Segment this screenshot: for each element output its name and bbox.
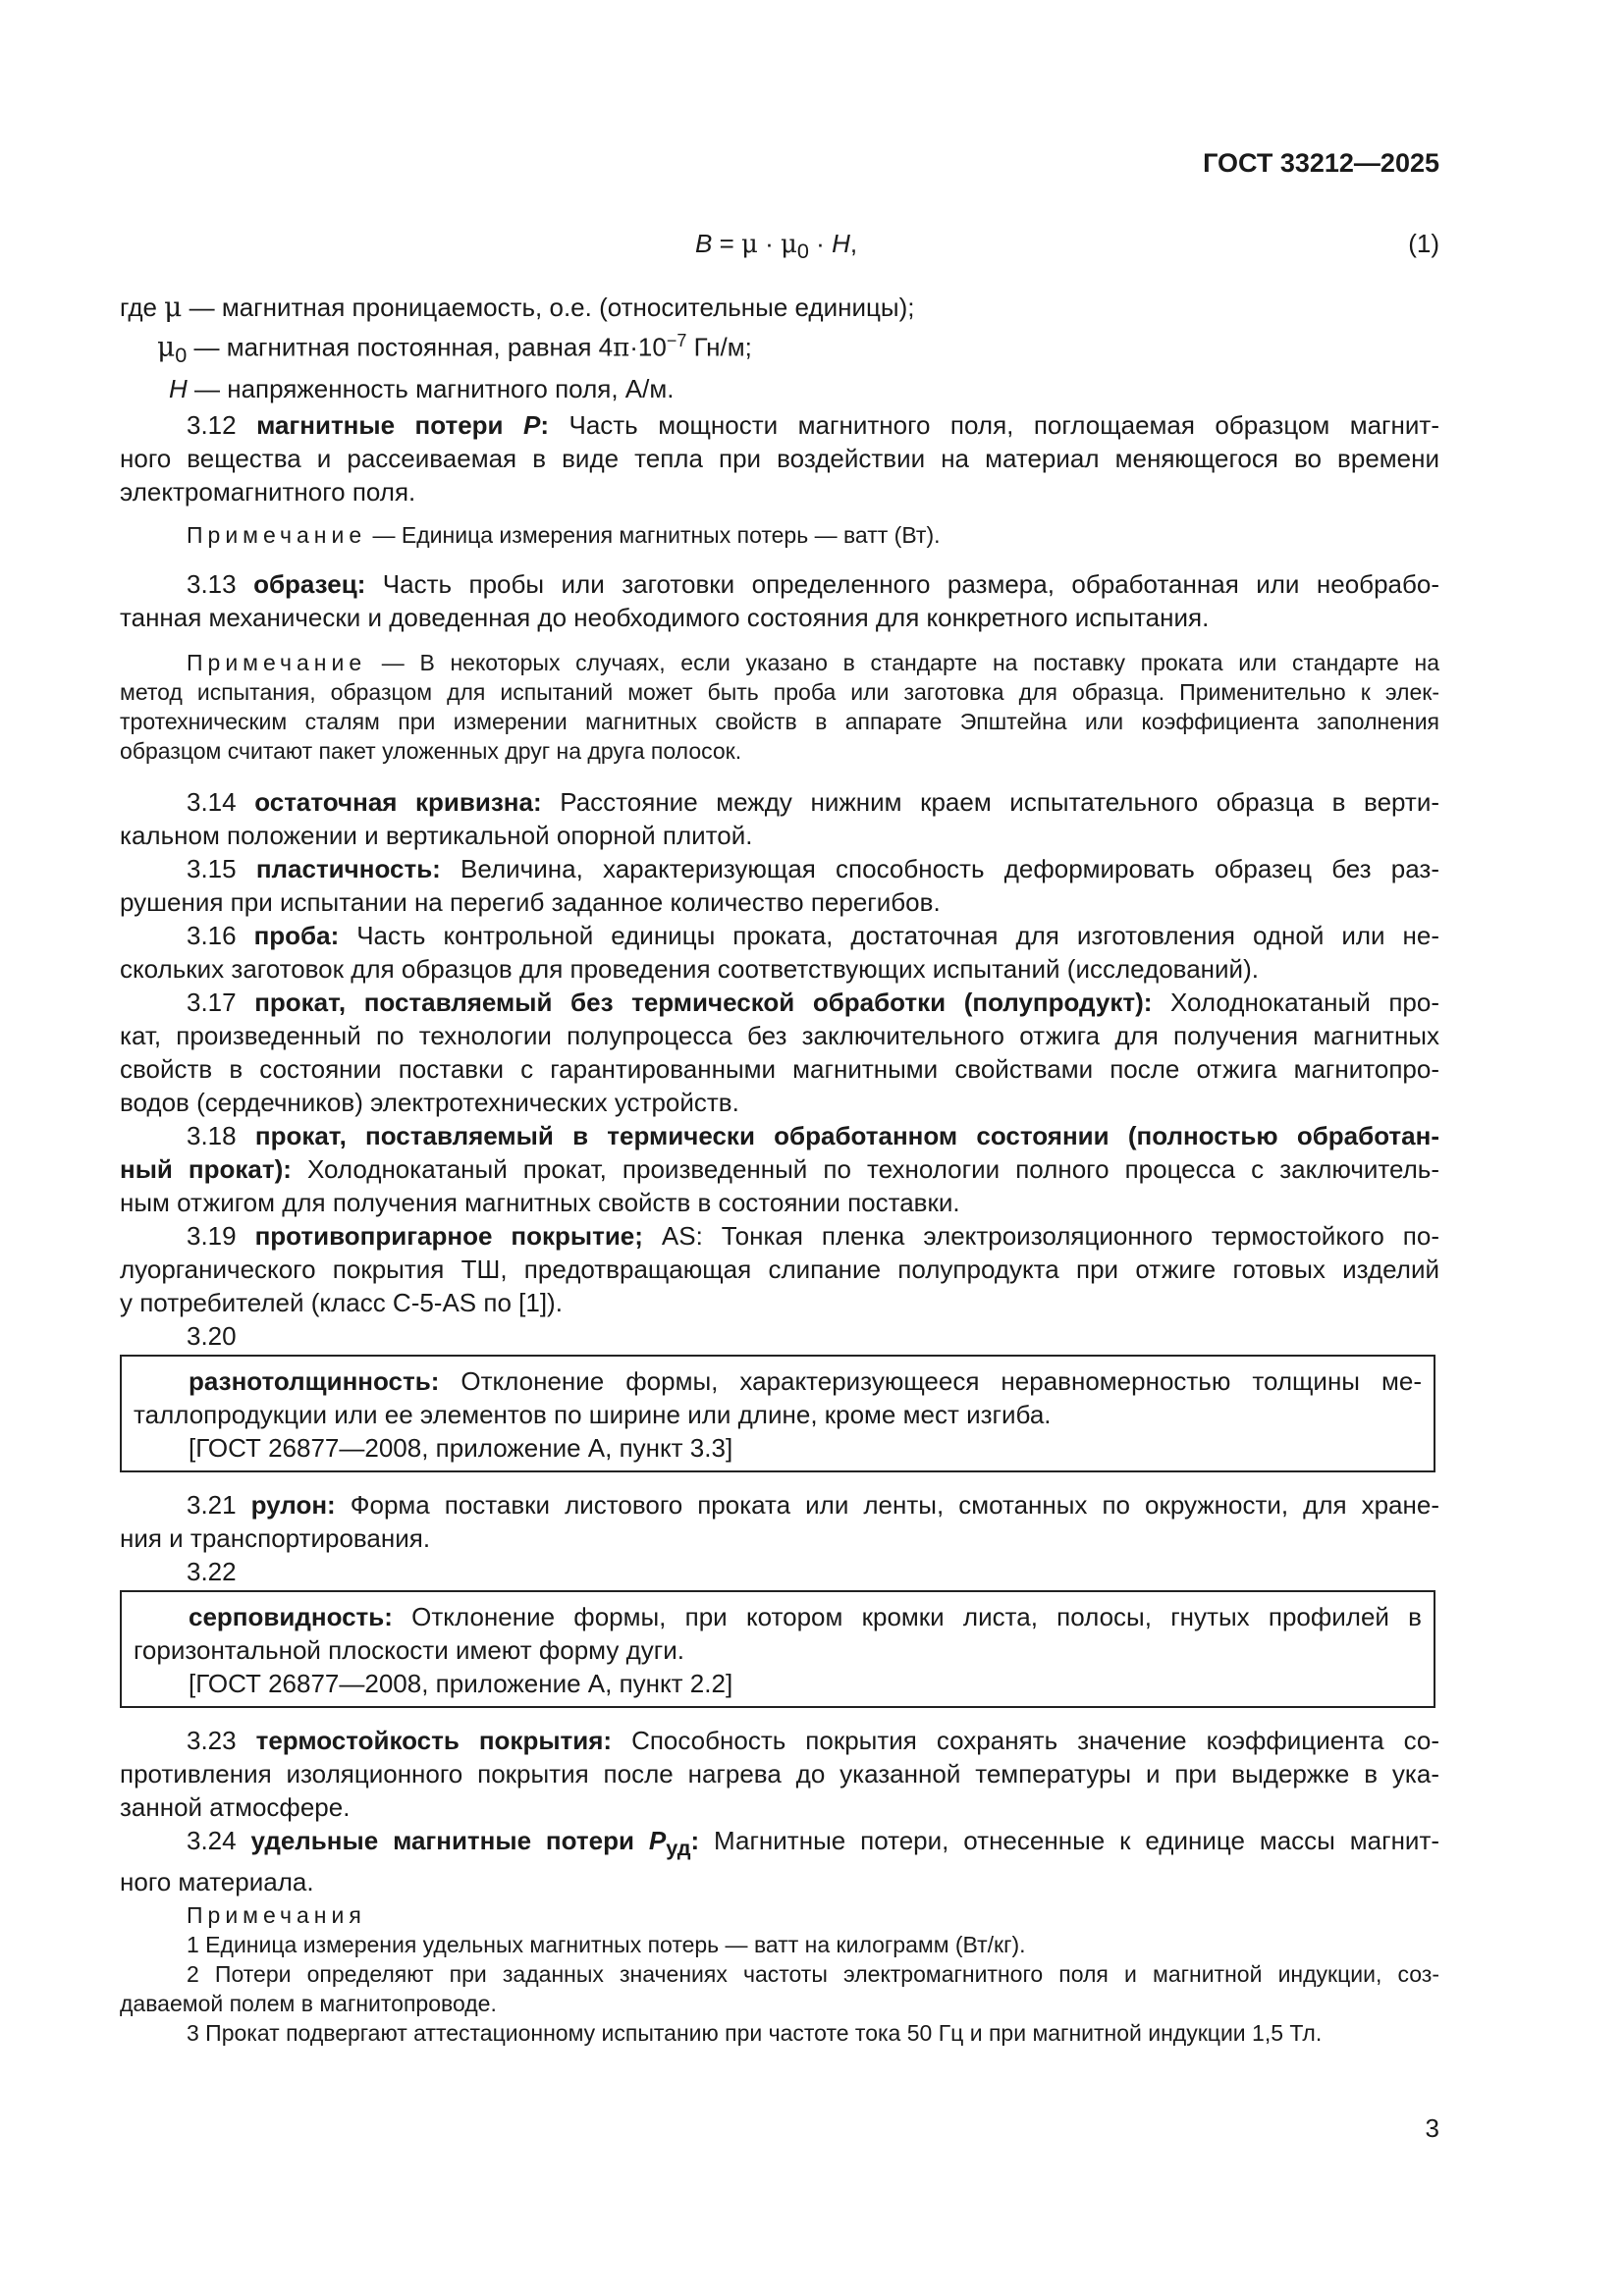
formula-legend [120,291,1439,405]
term-3-13: 3.13 образец: Часть пробы или заготовки определенного размера, обработанная или необрабо- танная механически и доведенная до необходимого состояния для конкретного испытания. [120,569,1439,632]
term-3-20-box: разнотолщинность: Отклонение формы, характеризующееся неравномерностью толщины ме- таллопродукции или ее элементов по ширине или длине, кроме мест изгиба. [ГОСТ 26877—2008, приложение А, пункт 3.3] [120,1355,1435,1472]
term-3-21: 3.21 рулон: Форма поставки листового проката или ленты, смотанных по окружности, для хране- ния и транспортирования. [120,1490,1439,1553]
formula-1 [0,229,1624,268]
legend-h: H — напряженность магнитного поля, А/м. [169,373,675,403]
term-3-23: 3.23 термостойкость покрытия: Способность покрытия сохранять значение коэффициента со- противления изоляционного покрытия после нагрева до указанной температуры и при выдержке в ука- занной атмосфере. [120,1726,1440,1822]
term-3-22-box: серповидность: Отклонение формы, при котором кромки листа, полосы, гнутых профилей в горизонтальной плоскости имеют форму дуги. [ГОСТ 26877—2008, приложение А, пункт 2.2] [120,1590,1435,1708]
formula-number: (1) [1408,229,1439,258]
term-3-18: 3.18 прокат, поставляемый в термически обработанном состоянии (полностью обработан- ный прокат): Холоднокатаный прокат, произведенный по технологии полного процесса с заключитель- ным отжигом для получения магнитных свойств в состоянии поставки. [120,1121,1439,1217]
notes-3-24: Примечания 1 Единица измерения удельных магнитных потерь — ватт на килограмм (Вт/кг). 2 Потери определяют при заданных значениях частоты электромагнитного поля и магнитной индукции, соз- даваемой полем в магнитопроводе. 3 Прокат подвергают аттестационному испытанию при частоте тока 50 Гц и при магнитной индукции 1,5 Тл. [120,1902,1439,2046]
reference: [ГОСТ 26877—2008, приложение А, пункт 2.2] [189,1669,733,1698]
note-3-12: Примечание — Единица измерения магнитных потерь — ватт (Вт). [187,522,941,548]
document-code-header: ГОСТ 33212—2025 [1203,148,1439,178]
term-3-14: 3.14 остаточная кривизна: Расстояние между нижним краем испытательного образца в верти- кальном положении и вертикальной опорной плитой. [120,787,1440,850]
reference: [ГОСТ 26877—2008, приложение А, пункт 3.3] [189,1433,733,1463]
term-3-20-number: 3.20 [187,1321,237,1351]
legend-mu0: $\mu_0$ — магнитная постоянная, равная $4\pi\cdot 10^{-7}$ Гн/м; [157,330,752,367]
term-3-17: 3.17 прокат, поставляемый без термической обработки (полупродукт): Холоднокатаный про- кат, произведенный по технологии полупроцесса без заключительного отжига для получения магнитных свойств в состоянии поставки с гарантированными магнитными свойствами после отжига магнитопро- водов (сердечников) электротехнических устройств. [120,988,1439,1117]
note-3-13: Примечание — В некоторых случаях, если указано в стандарте на поставку проката или стандарте на метод испытания, образцом для испытаний может быть проба или заготовка для образца. Применительно к элек- тротехническим сталям при измерении магнитных свойств в аппарате Эпштейна или коэффициента заполнения образцом считают пакет уложенных друг на друга полосок. [120,650,1439,764]
formula-expression: $B = \mu \cdot \mu_0 \cdot H$, [695,229,858,264]
term-3-15: 3.15 пластичность: Величина, характеризующая способность деформировать образец без раз- рушения при испытании на перегиб заданное количество перегибов. [120,854,1440,917]
page-number: 3 [1425,2113,1439,2143]
term-3-12: 3.12 магнитные потери P: Часть мощности магнитного поля, поглощаемая образцом магнит- ного вещества и рассеиваемая в виде тепла при воздействии на материал меняющегося во времени электромагнитного поля. [120,410,1439,507]
legend-mu: где μ — магнитная проницаемость, о.е. (относительные единицы); [120,291,915,323]
term-3-22-number: 3.22 [187,1557,237,1586]
term-3-24: 3.24 удельные магнитные потери $P_{уд}$: Магнитные потери, отнесенные к единице массы магнит- ного материала. [120,1826,1440,1897]
term-3-16: 3.16 проба: Часть контрольной единицы проката, достаточная для изготовления одной или не- скольких заготовок для образцов для проведения соответствующих испытаний (исследований). [120,921,1440,984]
term-3-19: 3.19 противопригарное покрытие; AS: Тонкая пленка электроизоляционного термостойкого по- луорганического покрытия ТШ, предотвращающая слипание полупродукта при отжиге готовых изделий у потребителей (класс С-5-AS по [1]). [120,1221,1439,1317]
